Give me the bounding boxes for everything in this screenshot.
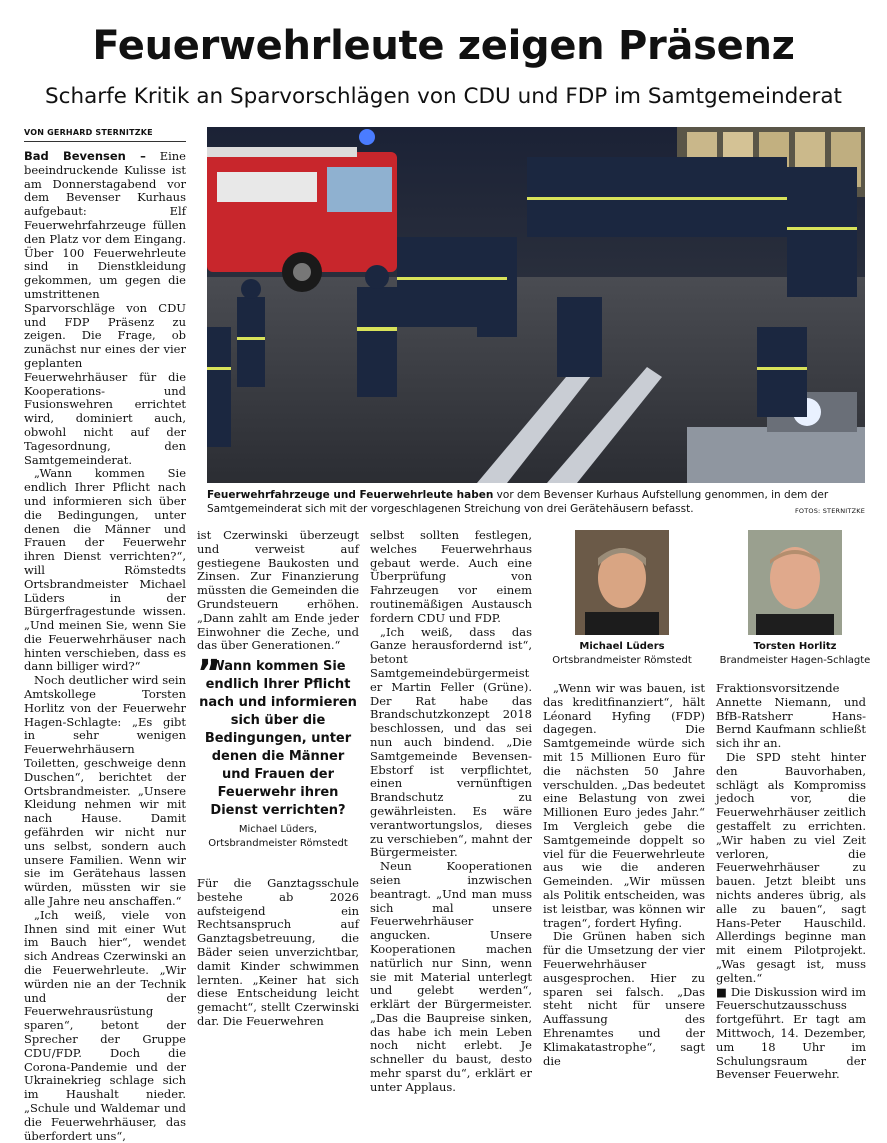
pull-quote-source: Michael Lüders, Ortsbrandmeister Römstedt <box>208 824 348 849</box>
paragraph: „Wann kommen Sie endlich Ihrer Pflicht nach und informieren sich über die Bedingungen, unter denen die Männer und Frauen der Feuerwehr ihren Dienst verrichten?“, will Römstedts Ortsbrandmeister Michael Lüders in der Bürgerfragestunde wissen. „Und meinen Sie, wenn Sie die Feuerwehrhäuser nach hinten verschieben, dass es dann billiger wird?“ <box>24 466 186 674</box>
bullet-square-icon: ■ <box>716 984 728 999</box>
dateline: Bad Bevensen – <box>24 149 146 163</box>
caption-lead: Feuerwehrfahrzeuge und Feuerwehrleute haben <box>207 489 494 501</box>
byline: VON GERHARD STERNITZKE <box>24 127 186 142</box>
photo-credit: FOTOS: STERNITZKE <box>794 507 865 515</box>
portrait-role: Ortsbrandmeister Römstedt <box>552 655 692 666</box>
paragraph: ist Czerwinski überzeugt und verweist auf gestiegene Baukosten und Zinsen. Zur Finanzierung müssten die Gemeinden die Grundsteuern erhöhen. „Dann zahlt am Ende jeder Einwohner die Zeche, und das über Generationen.“ <box>197 528 359 653</box>
portrait-photo <box>575 530 669 635</box>
article-column-5 <box>716 681 866 1082</box>
paragraph: „Ich weiß, viele von Ihnen sind mit einer Wut im Bauch hier“, wendet sich Andreas Czerwinski an die Feuerwehrleute. „Wir würden nie an der Technik und der Feuerwehrausrüstung sparen“, betont der Sprecher der Gruppe CDU/FDP. Doch die Corona-Pandemie und der Ukrainekrieg schlage sich im Haushalt nieder. „Schule und Waldemar und die Feuerwehrhäuser, das überfordert uns“, <box>24 907 186 1143</box>
paragraph: Fraktionsvorsitzende Annette Niemann, und BfB-Ratsherr Hans-Bernd Kaufmann schließt sich ihr an. <box>716 681 866 751</box>
portrait-photo <box>748 530 842 635</box>
subheadline: Scharfe Kritik an Sparvorschlägen von CDU und FDP im Samtgemeinderat <box>45 84 842 109</box>
paragraph: selbst sollten festlegen, welches Feuerwehrhaus gebaut werde. Auch eine Überprüfung von Fahrzeugen vor einem routinemäßigen Austausch fordern CDU und FDP. <box>370 528 532 625</box>
firefighters-photo <box>207 127 865 483</box>
article-column-2-bottom <box>197 876 359 1028</box>
paragraph-text: Die Diskussion wird im Feuerschutzausschuss fortgeführt. Er tagt am Mittwoch, 14. Dezember, um 18 Uhr im Schulungsraum der Bevenser Feuerwehr. <box>716 984 866 1082</box>
portrait-role: Brandmeister Hagen-Schlagte <box>719 655 871 666</box>
quote-mark-icon: ” <box>197 653 221 694</box>
paragraph: Für die Ganztagsschule bestehe ab 2026 aufsteigend ein Rechtsanspruch auf Ganztagsbetreuung, die Bäder seien unverzichtbar, damit Kinder schwimmen lernten. „Keiner hat sich diese Entscheidung leicht gemacht“, stellt Czerwinski dar. Die Feuerwehren <box>197 876 359 1028</box>
paragraph: Noch deutlicher wird sein Amtskollege Torsten Horlitz von der Feuerwehr Hagen-Schlagte: „Es gibt in sehr wenigen Feuerwehrhäusern Toiletten, geschweige denn Duschen“, berichtet der Ortsbrandmeister. „Unsere Kleidung nehmen wir mit nach Hause. Damit gefährden wir nicht nur uns selbst, sondern auch unsere Familien. Wenn wir sie im Gerätehaus lassen würden, müssten wir sie alle Jahre neu anschaffen.“ <box>24 673 186 909</box>
main-photo <box>207 127 865 483</box>
article-column-4 <box>543 681 705 1068</box>
paragraph: Neun Kooperationen seien inzwischen beantragt. „Und man muss sich mal unsere Feuerwehrhäuser angucken. Unsere Kooperationen machen natürlich nur Sinn, wenn sie mit Material unterlegt und gelebt werden“, erklärt der Bürgermeister. „Das die Baupreise sinken, das habe ich mein Leben noch nicht erlebt. Je schneller du baust, desto mehr sparst du“, erklärt er unter Applaus. <box>370 859 532 1094</box>
portrait-name: Torsten Horlitz <box>753 641 837 652</box>
pull-quote <box>197 653 359 851</box>
headline: Feuerwehrleute zeigen Präsenz <box>92 23 795 69</box>
paragraph <box>716 986 866 1083</box>
paragraph <box>24 150 186 467</box>
person-photo-icon <box>575 530 669 635</box>
portrait-name: Michael Lüders <box>579 641 665 652</box>
article-column-2-top <box>197 528 359 653</box>
photo-caption <box>207 488 865 516</box>
pull-quote-text: Wann kommen Sie endlich Ihrer Pflicht nach und informieren sich über die Bedingungen, unter denen die Männer und Frauen der Feuerwehr ihren Dienst verrichten? <box>199 659 357 818</box>
paragraph: „Wenn wir was bauen, ist das kreditfinanziert“, hält Léonard Hyfing (FDP) dagegen. Die Samtgemeinde würde sich mit 15 Millionen Euro für die nächsten 50 Jahre verschulden. „Das bedeutet eine Belastung von zwei Millionen Euro jedes Jahr.“ Im Vergleich gebe die Samtgemeinde doppelt so viel für die Feuerwehrleute aus wie die anderen Gemeinden. „Wir müssen als Politik entscheiden, was ist leistbar, was können wir tragen“, fordert Hyfing. <box>543 681 705 930</box>
paragraph: Die SPD steht hinter den Bauvorhaben, schlägt als Kompromiss jedoch vor, die Feuerwehrhäuser zeitlich gestaffelt zu errichten. „Wir haben zu viel Zeit verloren, die Feuerwehrhäuser zu bauen. Jetzt bleibt uns nichts anderes übrig, als alle zu bauen“, sagt Hans-Peter Hauschild. Allerdings beginne man mit einem Pilotprojekt. „Was gesagt ist, muss gelten.“ <box>716 749 866 985</box>
paragraph: Die Grünen haben sich für die Umsetzung der vier Feuerwehrhäuser ausgesprochen. Hier zu sparen sei falsch. „Das steht nicht für unsere Auffassung des Ehrenamtes und der Klimakatastrophe“, sagt die <box>543 929 705 1068</box>
caption-text: vor dem Bevenser Kurhaus Aufstellung genommen, in dem der Samtgemeinderat sich mit der vorgeschlagenen Streichung von drei Gerätehäusern befasst. <box>207 489 829 515</box>
paragraph-text: Eine beeindruckende Kulisse ist am Donnerstagabend vor dem Bevenser Kurhaus aufgebaut: Elf Feuerwehrfahrzeuge füllen den Platz vor dem Eingang. Über 100 Feuerwehrleute sind in Dienstkleidung gekommen, um gegen die umstrittenen Sparvorschläge von CDU und FDP Präsenz zu zeigen. Die Frage, ob zunächst nur eines der vier geplanten Feuerwehrhäuser für die Kooperations- und Fusionswehren errichtet wird, dominiert auch, obwohl nicht auf der Tagesordnung, den Samtgemeinderat. <box>24 149 186 467</box>
article-column-1 <box>24 149 186 1143</box>
article-column-3 <box>370 528 532 1094</box>
person-photo-icon <box>748 530 842 635</box>
paragraph: „Ich weiß, dass das Ganze herausfordernd ist“, betont Samtgemeindebürgermeister Martin Feller (Grüne). Der Rat habe das Brandschutzkonzept 2018 beschlossen, und das sei nun auch bindend. „Die Samtgemeinde Bevensen-Ebstorf ist verpflichtet, einen vernünftigen Brandschutz zu gewährleisten. Es wäre verantwortungslos, dieses zu verschieben“, mahnt der Bürgermeister. <box>370 624 532 860</box>
